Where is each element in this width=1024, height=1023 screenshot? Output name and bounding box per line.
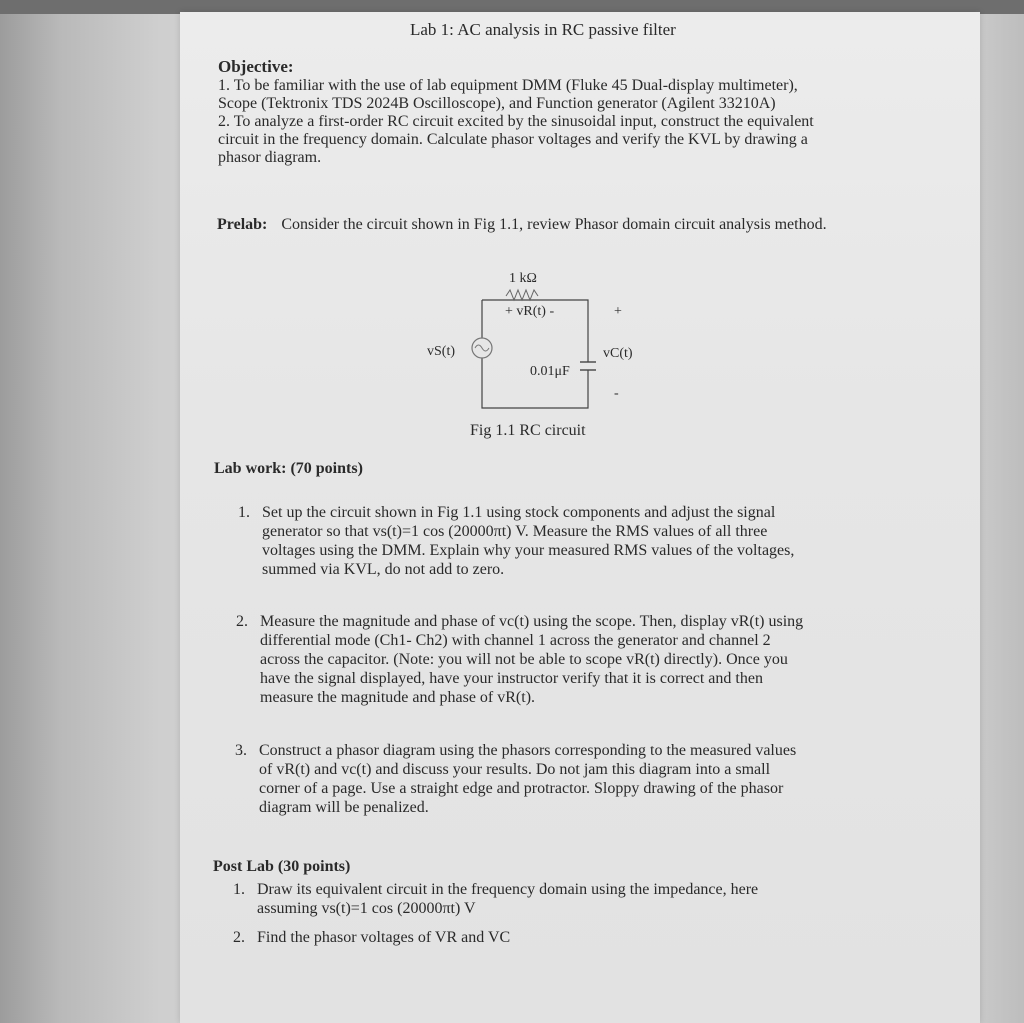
item-line: Find the phasor voltages of VR and VC xyxy=(257,929,511,946)
objective-section xyxy=(218,57,814,167)
item-line: Construct a phasor diagram using the phasors corresponding to the measured values xyxy=(259,742,797,759)
vc-label: vC(t) xyxy=(603,346,633,361)
item-number: 1. xyxy=(238,504,250,521)
vr-label: + vR(t) - xyxy=(505,304,555,319)
labwork-heading: Lab work: (70 points) xyxy=(214,460,363,477)
item-number: 1. xyxy=(233,881,245,898)
figure-caption: Fig 1.1 RC circuit xyxy=(470,422,586,439)
postlab-item-2 xyxy=(233,928,511,947)
vc-plus-label: + xyxy=(614,304,622,319)
vs-label: vS(t) xyxy=(427,344,455,359)
prelab-heading: Prelab: xyxy=(217,216,268,233)
item-line: differential mode (Ch1- Ch2) with channel 1 across the generator and channel 2 xyxy=(260,632,771,649)
objective-line: 1. To be familiar with the use of lab equipment DMM (Fluke 45 Dual-display multimeter), xyxy=(218,77,798,94)
item-line: summed via KVL, do not add to zero. xyxy=(262,561,505,578)
item-line: voltages using the DMM. Explain why your measured RMS values of the voltages, xyxy=(262,542,795,559)
item-line: Set up the circuit shown in Fig 1.1 using stock components and adjust the signal xyxy=(262,504,776,521)
item-line: generator so that vs(t)=1 cos (20000πt) V. Measure the RMS values of all three xyxy=(262,523,768,540)
prelab-text: Consider the circuit shown in Fig 1.1, review Phasor domain circuit analysis method. xyxy=(281,216,827,233)
resistor-symbol xyxy=(506,290,538,300)
prelab-section xyxy=(217,216,827,234)
item-line: of vR(t) and vc(t) and discuss your results. Do not jam this diagram into a small xyxy=(259,761,771,778)
resistor-label: 1 kΩ xyxy=(509,271,537,286)
item-line: corner of a page. Use a straight edge and protractor. Sloppy drawing of the phasor xyxy=(259,780,784,797)
objective-heading: Objective: xyxy=(218,57,294,76)
item-line: Draw its equivalent circuit in the frequency domain using the impedance, here xyxy=(257,881,759,898)
capacitor-label: 0.01μF xyxy=(530,364,570,379)
labwork-item-3 xyxy=(235,741,797,817)
item-line: diagram will be penalized. xyxy=(259,799,429,816)
page-title: Lab 1: AC analysis in RC passive filter xyxy=(410,20,676,39)
objective-line: circuit in the frequency domain. Calculate phasor voltages and verify the KVL by drawing a xyxy=(218,131,808,148)
objective-line: 2. To analyze a first-order RC circuit excited by the sinusoidal input, construct the equivalent xyxy=(218,113,814,130)
item-line: have the signal displayed, have your instructor verify that it is correct and then xyxy=(260,670,763,687)
item-line: Measure the magnitude and phase of vc(t) using the scope. Then, display vR(t) using xyxy=(260,613,804,630)
objective-line: phasor diagram. xyxy=(218,149,322,166)
vc-minus-label: - xyxy=(614,386,619,401)
postlab-heading: Post Lab (30 points) xyxy=(213,858,351,875)
item-line: assuming vs(t)=1 cos (20000πt) V xyxy=(257,900,476,917)
postlab-item-1 xyxy=(233,880,759,918)
item-number: 2. xyxy=(236,613,248,630)
labwork-item-1 xyxy=(238,503,795,579)
item-line: across the capacitor. (Note: you will not be able to scope vR(t) directly). Once you xyxy=(260,651,788,668)
labwork-item-2 xyxy=(236,612,804,707)
objective-line: Scope (Tektronix TDS 2024B Oscilloscope), and Function generator (Agilent 33210A) xyxy=(218,95,776,112)
item-number: 2. xyxy=(233,929,245,946)
item-number: 3. xyxy=(235,742,247,759)
item-line: measure the magnitude and phase of vR(t). xyxy=(260,689,536,706)
